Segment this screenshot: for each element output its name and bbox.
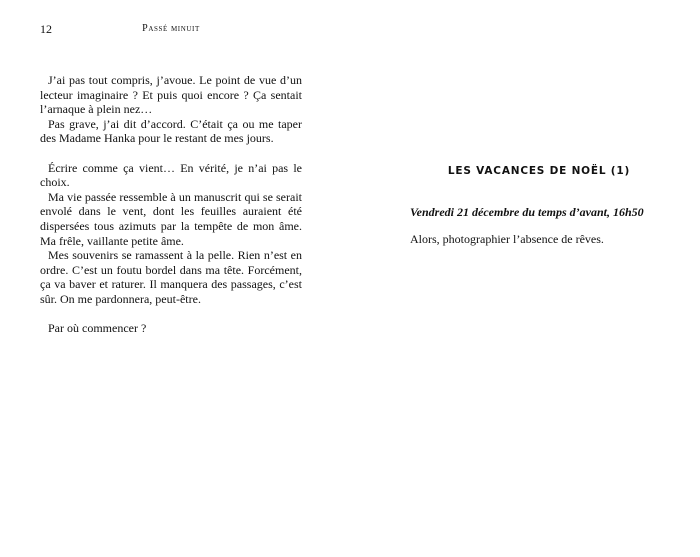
right-page bbox=[350, 0, 700, 557]
paragraph: Ma vie passée ressemble à un manuscrit qui se serait envolé dans le vent, dont les feuilles auraient été dispersées tous azimuts par la tempête de mon âme. Ma frêle, vaillante petite âme. bbox=[40, 189, 302, 248]
running-head bbox=[40, 22, 302, 38]
paragraph: Pas grave, j’ai dit d’accord. C’était ça ou me taper des Madame Hanka pour le restant de mes jours. bbox=[40, 116, 302, 146]
paragraph: Par où commencer ? bbox=[48, 321, 147, 336]
body-text bbox=[40, 73, 302, 336]
page-number: 12 bbox=[40, 22, 52, 36]
paragraph: J’ai pas tout compris, j’avoue. Le point de vue d’un lecteur imaginaire ? Et puis quoi encore ? Ça sentait l’arnaque à plein nez… bbox=[40, 73, 302, 117]
running-title: Passé minuit bbox=[142, 23, 200, 34]
body-text: Alors, photographier l’absence de rêves. bbox=[410, 232, 604, 246]
paragraph: Écrire comme ça vient… En vérité, je n’ai pas le choix. bbox=[40, 160, 302, 190]
date-line: Vendredi 21 décembre du temps d’avant, 16h50 bbox=[410, 205, 644, 219]
paragraph: Mes souvenirs se ramassent à la pelle. Rien n’est en ordre. C’est un foutu bordel dans ma tête. Forcément, ça va baver et raturer. Il manquera des passages, c’est sûr. On me pardonnera, peut-être. bbox=[40, 248, 302, 306]
chapter-title: LES VACANCES DE NOËL (1) bbox=[447, 165, 631, 177]
